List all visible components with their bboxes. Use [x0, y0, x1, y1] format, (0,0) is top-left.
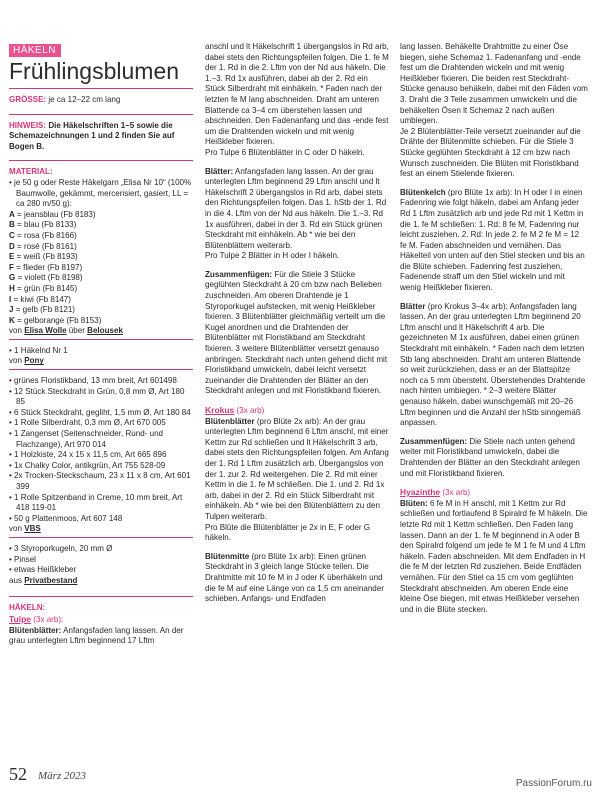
- krokus-bluetenblaetter-b: Pro Blüte die Blütenblätter je 2x in E, F oder G häkeln.: [205, 522, 371, 543]
- color-item: D = rosé (Fb 8161): [9, 241, 77, 251]
- color-item: B = blau (Fb 8133): [9, 220, 77, 230]
- krokus-text-1: lang lassen. Behäkelte Drahtmitte zu einer Öse biegen, siehe Schemaz 1. Fadenanfang und -ende fest um die Drahtenden wickeln und mit wenig Heißkleber fixieren. Die beiden rest Steckdraht-Stücke genauso behäkeln, dabei mit den Fäden vom 3. Draht die 3 Teile zusammen umwickeln und die behäkelten Ösen lt Schemaz 2 nach außen umbiegen.: [400, 42, 588, 126]
- color-item: A = jeansblau (Fb 8183): [9, 209, 96, 219]
- material-item: • 3 Styroporkugeln, 20 mm Ø: [9, 543, 113, 553]
- page-title: Frühlingsblumen: [9, 58, 180, 84]
- tulpe-heading: Tulpe (3x arb):: [9, 613, 64, 624]
- hinweis: HINWEIS: Die Häkelschriften 1–5 sowie die Schemazeichnungen 1 und 2 finden Sie auf Bogen B.: [9, 120, 175, 151]
- material-yarn: • je 50 g oder Reste Häkelgarn „Elisa Nr 10“ (100% Baumwolle, gekämmt, mercerisiert, gasiert, LL = ca 280 m/50 g):: [9, 177, 192, 209]
- issue-month: März 2023: [38, 770, 86, 782]
- divider: [9, 114, 193, 115]
- material-item: • 12 Stück Steckdraht in Grün, 0,8 mm Ø, Art 180 85: [9, 386, 185, 407]
- material-item: • grünes Floristikband, 13 mm breit, Art 601498: [9, 376, 177, 386]
- watermark-site: PassionForum.ru: [515, 778, 592, 789]
- tulpe-text-1: anschl und lt Häkelschrift 1 übergangslos in Rd arb, dabei stets den Richtungspfeilen folgen. Die 1. fe M der 1. Rd in die 2. Lftm von der Nd aus häkeln. Die 1.–3. Rd 1x ausführen, dabei ab der 2. Rd ein Stück Silberdraht mit einhäkeln. * Faden nach der letzten fe M lang abschneiden. Draht am unteren Blattende ca 3–4 cm überstehen lassen und abschneiden. Den Fadenanfang und das -ende fest um die Drahtenden wickeln und mit wenig Heißkleber fixieren.: [205, 42, 389, 147]
- divider: [9, 160, 193, 161]
- color-item: J = gelb (Fb 8121): [9, 305, 75, 315]
- krokus-zusammenfuegen: Zusammenfügen: Die Stiele nach unten gehend weiter mit Floristikband umwickeln, dabei die Drahtenden der Blätter an den Steckdraht anlegen und mit Floristikband fixieren.: [400, 436, 580, 478]
- column-3: [400, 42, 588, 615]
- title-rule: [9, 88, 193, 89]
- material-item: • 50 g Plattenmoos, Art 607 148: [9, 513, 123, 523]
- material-item: • 2x Trocken-Steckschaum, 23 x 11 x 8 cm, Art 601 399: [9, 471, 191, 491]
- tulpe-bluetenblaetter: Blütenblätter: Anfangsfaden lang lassen. An der grau unterlegten Lftm beginnend 17 Lftm: [9, 625, 184, 646]
- material-item: • 1 Rolle Silberdraht, 0,3 mm Ø, Art 670 005: [9, 418, 166, 428]
- color-list: [9, 210, 193, 327]
- material-item: • etwas Heißkleber: [9, 565, 77, 575]
- material-items-2: [9, 544, 193, 576]
- material-hook: • 1 Häkelnd Nr 1: [9, 345, 68, 355]
- color-item: H = grün (Fb 8145): [9, 283, 78, 293]
- color-item: F = flieder (Fb 8197): [9, 262, 83, 272]
- tulpe-blaetter: Blätter: Anfangsfaden lang lassen. An der grau unterlegten Lftm beginnend 29 Lftm anschl und lt Häkelschrift 2 übergangslos in Rd arb, dabei stets den Richtungspfeilen folgen. Das 1. hStb der 1. Rd in die 4. Lftm von der Nd aus häkeln. Die 1.–3. Rd 1x ausführen, dabei in der 3. Rd ein Stück grünen Steckdraht mit einhäkeln. Ab * wie bei den Blütenblättern weiterarb.: [205, 166, 387, 250]
- material-item: • 1 Holzkiste, 24 x 15 x 11,5 cm, Art 665 896: [9, 450, 167, 460]
- supplier-line: von VBS: [9, 524, 41, 534]
- divider: [9, 369, 193, 370]
- supplier-line: von Elisa Wolle über Belousek: [9, 326, 123, 336]
- divider: [9, 537, 193, 538]
- color-item: E = weiß (Fb 8193): [9, 252, 78, 262]
- divider: [9, 339, 193, 340]
- material-item: • Pinsel: [9, 554, 36, 564]
- hyazinthe-blueten: Blüten: 6 fe M in H anschl, mit 1 Kettm zur Rd schließen und fortlaufend 8 Spiralrd fe M häkeln. Die letzte Rd mit 1 Kettm schließen. Den Faden lang lassen. Dann an der 1. fe M beginnend in A oder B den Spiralrd folgend um jede fe M 1 fe M und 4 Lftm häkeln. Faden abschneiden. Mit dem Endfaden in H die fe M der letzten Rd zusziehen. Beide Endfäden vernähen. Für den Stiel ca 15 cm vom geglühten Steckdraht abschneiden. Am oberen Ende eine kleine Öse biegen, mit etwas Heißkleber versehen und in die Blüte stecken.: [400, 498, 588, 614]
- material-item: • 1 Rolle Spitzenband in Creme, 10 mm breit, Art 418 119-01: [9, 492, 183, 513]
- color-item: G = violett (Fb 8198): [9, 273, 83, 283]
- section-kicker: HÄKELN: [9, 44, 61, 57]
- page-number: 52: [9, 764, 27, 784]
- column-1: [9, 90, 193, 647]
- krokus-text-1b: Je 2 Blütenblätter-Teile versetzt zueinander auf die Drähte der Blütenmitte schieben. Für die Stiele 3 Stücke geglühten Steckdraht à 12 cm bzw nach Wunsch zuschneiden. Die Blüten mit Floristikband fest an einem Stielende fixieren.: [400, 126, 581, 179]
- material-item: • 6 Stück Steckdraht, gegliht, 1,5 mm Ø, Art 180 84: [9, 407, 191, 417]
- krokus-bluetenblaetter: Blütenblätter (pro Blüte 2x arb): An der grau unterlegten Lftm beginnend 6 Lftm anschl, mit einer Kettm zur Rd schließen und lt Häkelschrift 3 arb, dabei stets den Richtungspfeilen folgen. Am Anfang der 1. Rd 1 Lftm zusätzlich arb. Übergangslos von der 1. zur 2. Rd weitergehen. Die 2. Rd mit einer Kettm in die 1. fe M schließen. Die 1. und 2. Rd 1x arb, dabei in der 2. Rd ein Stück Silberdraht mit einhäkeln. Ab * wie bei den Blütenblättern zu den Tulpen weiterarb.: [205, 416, 389, 521]
- color-item: I = kiwi (Fb 8147): [9, 294, 71, 304]
- supplier-line: aus Privatbestand: [9, 575, 78, 585]
- supplier-line: von Pony: [9, 356, 44, 366]
- color-item: K = gelborange (Fb 8153): [9, 315, 102, 325]
- material-heading: MATERIAL:: [9, 167, 53, 177]
- tulpe-text-1b: Pro Tulpe 6 Blütenblätter in C oder D häkeln.: [205, 147, 365, 157]
- krokus-blaetter: Blätter (pro Krokus 3–4x arb): Anfangsfaden lang lassen. An der grau unterlegten Lftm beginnend 20 Lftm anschl und lt Häkelschrift 4 arb. Die gezeichneten M 1x ausführen, dabei einen grünen Steckdraht mit einhäkeln. * Faden nach dem letzten Stb lang abschneiden. Draht am unteren Blattende so weit zurückziehen, dass er an der Blattspitze noch ca 5 mm übersteht. Überstehendes Drahtende nach hinten umbiegen. * 2–3 weitere Blätter genauso häkeln, dabei wunschgemäß mit 20–26 Lftm beginnen und die Anzahl der hStb sinngemäß anpassen.: [400, 301, 586, 428]
- tulpe-blaetter-b: Pro Tulpe 2 Blätter in H oder I häkeln.: [205, 251, 340, 261]
- krokus-bluetenkelch: Blütenkelch (pro Blüte 1x arb): In H oder I in einen Fadenring wie folgt häkeln, dabei am Anfang jeder Rd 1 Lftm zusätzlich arb und jede Rd mit 1 Kettm in die 1. fe M schließen: 1. Rd: 8 fe M, Fadenring nur leicht zusziehen. 2. Rd: In jede 2. fe M 2 fe M = 12 fe M. Faden abschneiden und vernähen. Das Häkelteil von unten auf den Stiel stecken und bis an die Blüte schieben. Fadenring fest zusziehen, Fadenende straff um den Stiel wickeln und mit wenig Heißkleber fixieren.: [400, 187, 585, 293]
- material-item: • 1 Zangenset (Seitenschneider, Rund- und Flachzange), Art 970 014: [9, 429, 164, 449]
- material-item: • 1x Chalky Color, antikgrün, Art 755 528-09: [9, 460, 166, 470]
- divider: [9, 596, 193, 597]
- groesse: GRÖSSE: je ca 12–22 cm lang: [9, 95, 121, 104]
- krokus-heading: Krokus (3x arb): [205, 405, 265, 415]
- color-item: C = rosa (Fb 8166): [9, 230, 77, 240]
- tulpe-zusammenfuegen: Zusammenfügen: Für die Stiele 3 Stücke geglühten Steckdraht à 20 cm bzw nach Belieben zuschneiden. Am oberen Drahtende je 1 Styroporkugel aufstecken, mit wenig Heißkleber fixieren. 3 Blütenblätter gleichmäßig verteilt um die Kugel anordnen und die Drahtenden der Blütenblätter mit Floristikband am Steckdraht fixieren. 3 weitere Blütenblätter versetzt genauso anbringen. Steckdraht nach unten gehend dicht mit Floristikband umwickeln, dabei leicht versetzt zueinander die Drahtenden der Blätter an den Steckdraht anlegen und mit Floristikband fixieren.: [205, 269, 388, 396]
- column-2: [205, 42, 389, 613]
- hyazinthe-heading: Hyazinthe (3x arb): [400, 487, 471, 498]
- material-items: [9, 376, 193, 524]
- krokus-bluetenmitte: Blütenmitte (pro Blüte 1x arb): Einen grünen Steckdraht in 3 gleich lange Stücke teilen. Die Drahtmitte mit 10 fe M in J oder K überhäkeln und die fe M auf eine Länge von ca 1,5 cm aneinander schieben. Anfangs- und Endfaden: [205, 551, 384, 604]
- haekeln-heading: HÄKELN:: [9, 603, 46, 613]
